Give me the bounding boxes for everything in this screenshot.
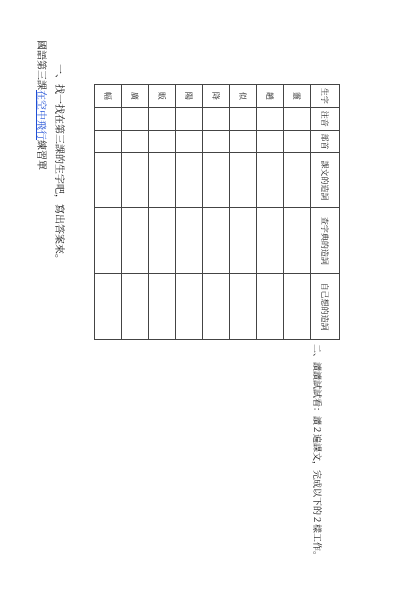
table-row	[122, 85, 149, 340]
character-cell: 降	[203, 85, 230, 108]
answer-cell[interactable]	[230, 107, 257, 130]
answer-cell[interactable]	[122, 107, 149, 130]
character-cell: 陽	[176, 85, 203, 108]
answer-cell[interactable]	[176, 130, 203, 153]
answer-cell[interactable]	[95, 274, 122, 340]
answer-cell[interactable]	[230, 274, 257, 340]
section1-heading: 一、找一找在第三課的生字吧，寫出答案來。	[53, 64, 64, 264]
table-row	[230, 85, 257, 340]
character-cell: 靈	[284, 85, 311, 108]
answer-cell[interactable]	[203, 107, 230, 130]
answer-cell[interactable]	[149, 130, 176, 153]
answer-cell[interactable]	[149, 107, 176, 130]
table-row	[284, 85, 311, 340]
column-header: 課文的造詞	[311, 153, 340, 208]
column-header: 部首	[311, 130, 340, 153]
answer-cell[interactable]	[284, 153, 311, 208]
answer-cell[interactable]	[257, 208, 284, 274]
answer-cell[interactable]	[122, 153, 149, 208]
answer-cell[interactable]	[176, 208, 203, 274]
answer-cell[interactable]	[284, 130, 311, 153]
answer-cell[interactable]	[284, 107, 311, 130]
character-cell: 趟	[257, 85, 284, 108]
answer-cell[interactable]	[230, 208, 257, 274]
answer-cell[interactable]	[203, 153, 230, 208]
character-cell: 幅	[95, 85, 122, 108]
answer-cell[interactable]	[203, 208, 230, 274]
table-row	[176, 85, 203, 340]
answer-cell[interactable]	[149, 208, 176, 274]
answer-cell[interactable]	[122, 130, 149, 153]
answer-cell[interactable]	[203, 130, 230, 153]
answer-cell[interactable]	[122, 274, 149, 340]
table-row	[203, 85, 230, 340]
answer-cell[interactable]	[284, 274, 311, 340]
character-cell: 廣	[122, 85, 149, 108]
character-cell: 似	[230, 85, 257, 108]
title-prefix: 國語第三課	[35, 40, 46, 90]
answer-cell[interactable]	[95, 107, 122, 130]
character-cell: 販	[149, 85, 176, 108]
answer-cell[interactable]	[176, 153, 203, 208]
answer-cell[interactable]	[257, 130, 284, 153]
answer-cell[interactable]	[95, 130, 122, 153]
lesson-title: 在空中飛行	[35, 90, 46, 140]
answer-cell[interactable]	[230, 130, 257, 153]
answer-cell[interactable]	[257, 107, 284, 130]
section2-heading: 二、讀讀試試看：讀２遍課文，完成以下的２樣工作。	[311, 344, 321, 561]
answer-cell[interactable]	[203, 274, 230, 340]
column-header: 查字典的造詞	[311, 208, 340, 274]
worksheet-title	[35, 40, 50, 170]
title-suffix: 練習單	[35, 140, 46, 170]
answer-cell[interactable]	[149, 153, 176, 208]
column-header: 注音	[311, 107, 340, 130]
answer-cell[interactable]	[284, 208, 311, 274]
answer-cell[interactable]	[176, 274, 203, 340]
answer-cell[interactable]	[257, 153, 284, 208]
vocabulary-table	[94, 84, 340, 340]
answer-cell[interactable]	[95, 208, 122, 274]
column-header: 生字	[311, 85, 340, 108]
column-header: 自己想的造詞	[311, 274, 340, 340]
answer-cell[interactable]	[176, 107, 203, 130]
answer-cell[interactable]	[122, 208, 149, 274]
table-row	[257, 85, 284, 340]
answer-cell[interactable]	[149, 274, 176, 340]
answer-cell[interactable]	[230, 153, 257, 208]
table-row	[95, 85, 122, 340]
table-row	[149, 85, 176, 340]
answer-cell[interactable]	[95, 153, 122, 208]
table-header-row	[311, 85, 340, 340]
answer-cell[interactable]	[257, 274, 284, 340]
